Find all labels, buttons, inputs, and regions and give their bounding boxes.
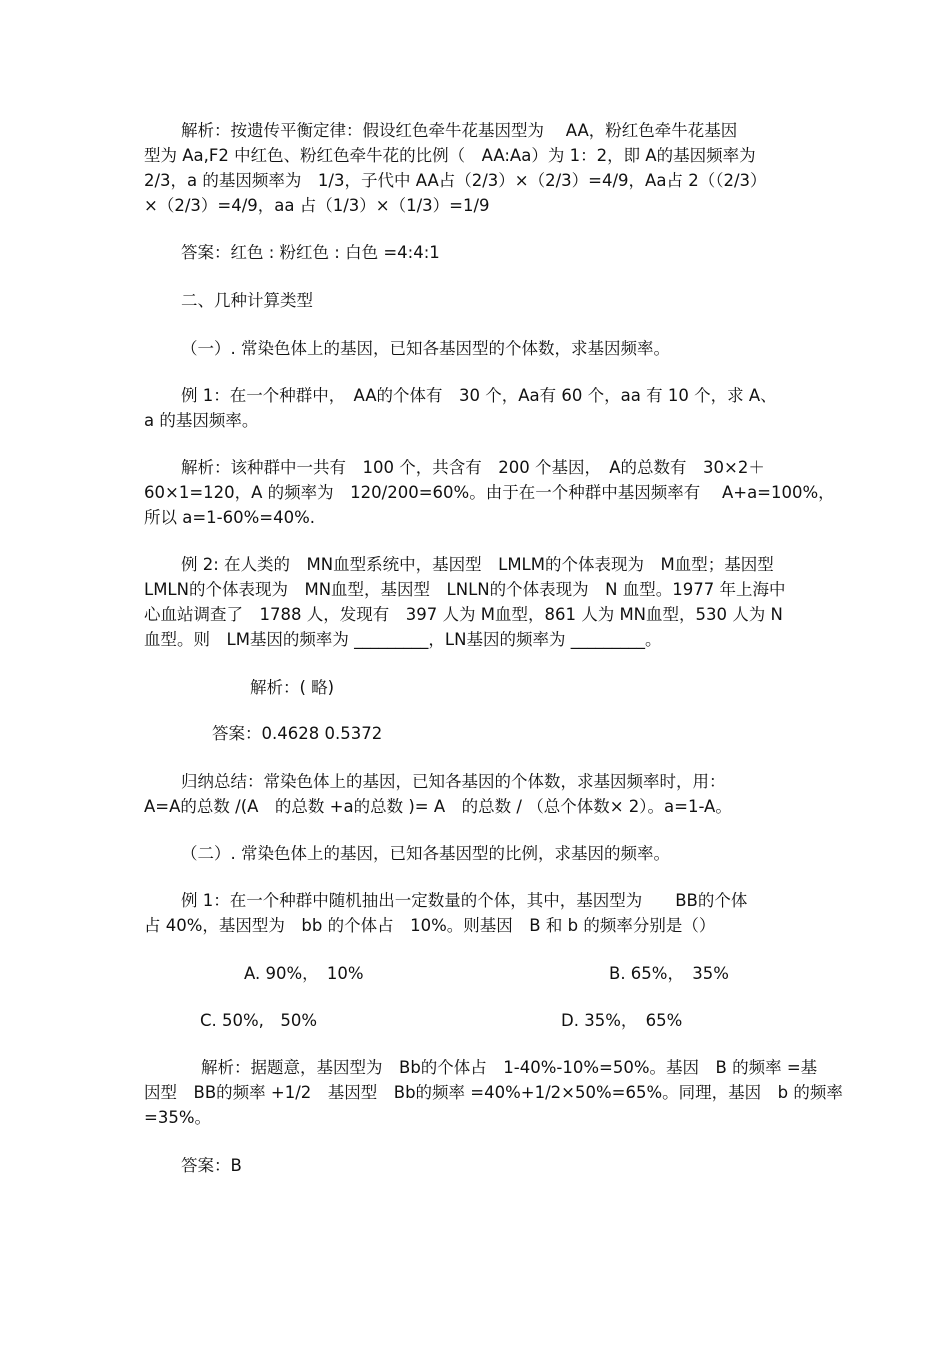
text-line: 解析：该种群中一共有 100 个，共含有 200 个基因， A的总数有 30×2＋ xyxy=(181,458,765,477)
text-line: 2/3，a 的基因频率为 1/3，子代中 AA占（2/3）×（2/3）=4/9，Aa占 2（（2/3） xyxy=(144,171,767,190)
example-3 xyxy=(144,888,810,938)
text-line: （一）. 常染色体上的基因，已知各基因型的个体数，求基因频率。 xyxy=(181,339,670,358)
text-line: （二）. 常染色体上的基因，已知各基因型的比例，求基因的频率。 xyxy=(181,844,670,863)
option-d: D. 35%， 65% xyxy=(561,1011,683,1030)
option-c: C. 50%, 50% xyxy=(200,1011,318,1030)
text-line: 因型 BB的频率 +1/2 基因型 Bb的频率 =40%+1/2×50%=65%。同理，基因 b 的频率 xyxy=(144,1083,843,1102)
text-line: 血型。则 LM基因的频率为 _________，LN基因的频率为 _________。 xyxy=(144,630,662,649)
analysis-paragraph-2 xyxy=(144,455,835,530)
option-a: A. 90%， 10% xyxy=(244,964,364,983)
answer-3 xyxy=(144,1153,810,1178)
text-line: A=A的总数 /(A 的总数 +a的总数 )= A 的总数 / （总个体数× 2）。a=1-A。 xyxy=(144,797,732,816)
text-line: =35%。 xyxy=(144,1108,211,1127)
text-line: a 的基因频率。 xyxy=(144,411,259,430)
text-line: 60×1=120，A 的频率为 120/200=60%。由于在一个种群中基因频率有 A+a=100%， xyxy=(144,483,835,502)
text-line: 答案：0.4628 0.5372 xyxy=(212,724,383,743)
text-line: 例 1：在一个种群中， AA的个体有 30 个，Aa有 60 个，aa 有 10 个，求 A、 xyxy=(181,386,777,405)
text-line: 解析：据题意，基因型为 Bb的个体占 1-40%-10%=50%。基因 B 的频率 =基 xyxy=(201,1058,818,1077)
text-line: 所以 a=1-60%=40%. xyxy=(144,508,316,527)
analysis-omitted xyxy=(144,675,810,700)
text-line: 归纳总结：常染色体上的基因，已知各基因的个体数，求基因频率时，用： xyxy=(181,772,726,791)
text-line: 占 40%，基因型为 bb 的个体占 10%。则基因 B 和 b 的频率分别是（） xyxy=(144,916,716,935)
text-line: LMLN的个体表现为 MN血型，基因型 LNLN的个体表现为 N 血型。1977 年上海中 xyxy=(144,580,786,599)
section-heading xyxy=(144,288,810,313)
answer-2 xyxy=(144,721,810,746)
text-line: 解析：按遗传平衡定律：假设红色牵牛花基因型为 AA，粉红色牵牛花基因 xyxy=(181,121,738,140)
text-line: 例 2: 在人类的 MN血型系统中，基因型 LMLM的个体表现为 M血型；基因型 xyxy=(181,555,774,574)
answer-1 xyxy=(144,240,810,265)
option-b: B. 65%， 35% xyxy=(609,964,729,983)
text-line: 心血站调查了 1788 人，发现有 397 人为 M血型，861 人为 MN血型，530 人为 N xyxy=(144,605,783,624)
subsection-heading-2 xyxy=(144,841,810,866)
summary-paragraph xyxy=(144,769,810,819)
text-line: ×（2/3）=4/9，aa 占（1/3）×（1/3）=1/9 xyxy=(144,196,490,215)
text-line: 型为 Aa,F2 中红色、粉红色牵牛花的比例（ AA:Aa）为 1：2，即 A的基因频率为 xyxy=(144,146,756,165)
text-line: 答案：B xyxy=(181,1156,242,1175)
example-1 xyxy=(144,383,810,433)
example-2 xyxy=(144,552,810,652)
subsection-heading-1 xyxy=(144,336,810,361)
text-line: 例 1：在一个种群中随机抽出一定数量的个体，其中，基因型为 BB的个体 xyxy=(181,891,748,910)
text-line: 答案：红色 : 粉红色 : 白色 =4:4:1 xyxy=(181,243,440,262)
analysis-paragraph-1 xyxy=(144,118,810,218)
analysis-paragraph-3 xyxy=(144,1055,843,1130)
text-line: 解析：( 略) xyxy=(250,678,335,697)
text-line: 二、几种计算类型 xyxy=(181,291,313,310)
